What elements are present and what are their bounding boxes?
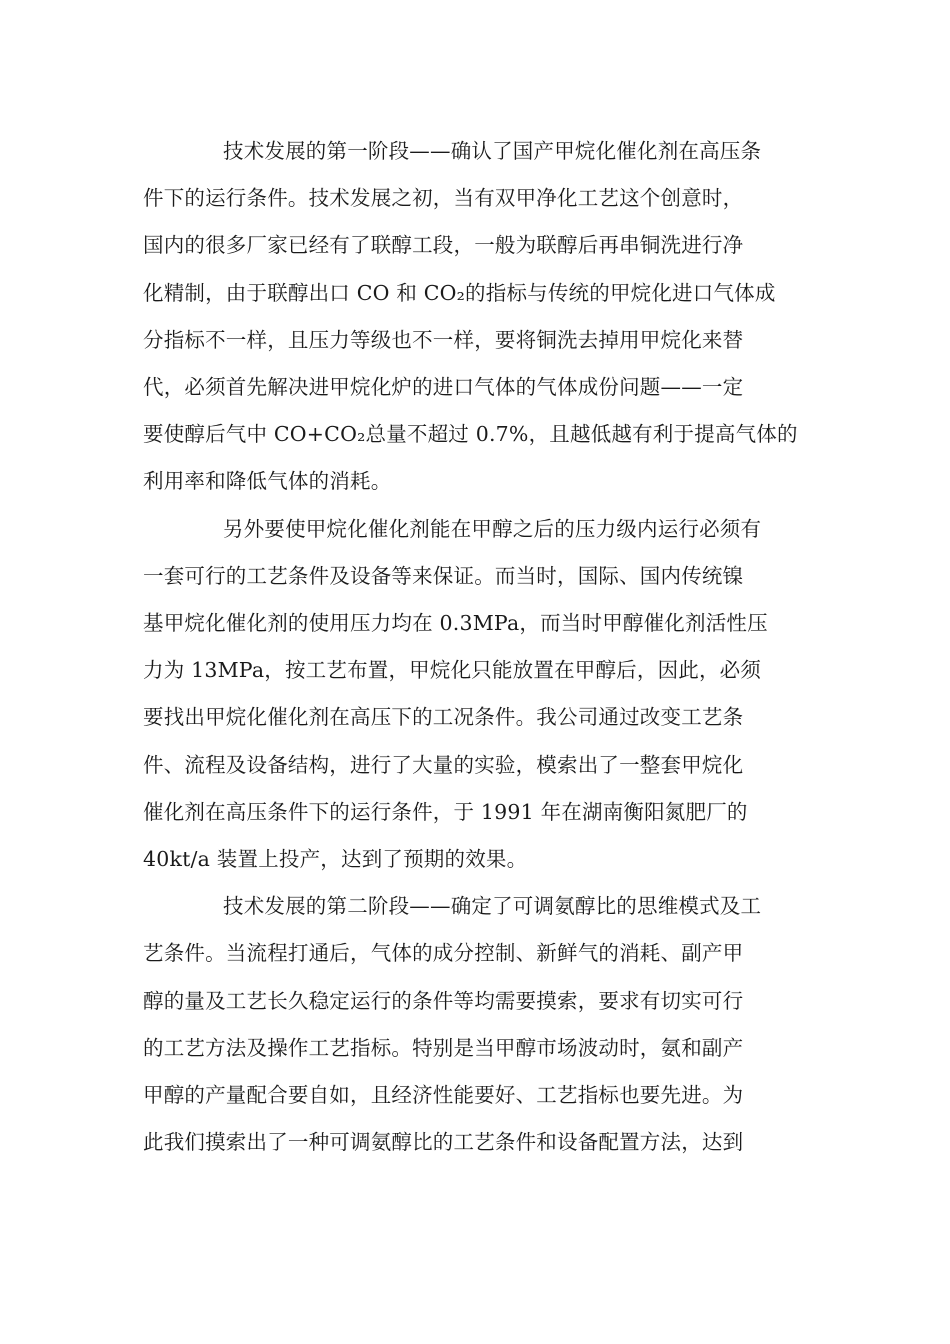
- text-line: 要使醇后气中 CO+CO₂总量不超过 0.7%，且越低越有利于提高气体的: [143, 422, 798, 447]
- text-line: 要找出甲烷化催化剂在高压下的工况条件。我公司通过改变工艺条: [143, 705, 744, 730]
- paragraph-3: [143, 883, 803, 1166]
- text-line: 技术发展的第二阶段——确定了可调氨醇比的思维模式及工: [223, 894, 762, 919]
- text-line: 一套可行的工艺条件及设备等来保证。而当时，国际、国内传统镍: [143, 563, 744, 588]
- text-line: 催化剂在高压条件下的运行条件，于 1991 年在湖南衡阳氮肥厂的: [143, 799, 748, 824]
- text-line: 的工艺方法及操作工艺指标。特别是当甲醇市场波动时，氨和副产: [143, 1035, 744, 1060]
- paragraph-2: [143, 506, 803, 884]
- text-line: 件、流程及设备结构，进行了大量的实验，模索出了一整套甲烷化: [143, 752, 744, 777]
- text-line: 艺条件。当流程打通后，气体的成分控制、新鲜气的消耗、副产甲: [143, 941, 744, 966]
- text-line: 国内的很多厂家已经有了联醇工段，一般为联醇后再串铜洗进行净: [143, 233, 744, 258]
- document-body: [143, 128, 803, 1166]
- text-line: 代，必须首先解决进甲烷化炉的进口气体的气体成份问题——一定: [143, 375, 744, 400]
- text-line: 件下的运行条件。技术发展之初，当有双甲净化工艺这个创意时，: [143, 186, 744, 211]
- text-line: 化精制，由于联醇出口 CO 和 CO₂的指标与传统的甲烷化进口气体成: [143, 280, 776, 305]
- text-line: 利用率和降低气体的消耗。: [143, 469, 392, 494]
- text-line: 甲醇的产量配合要自如，且经济性能要好、工艺指标也要先进。为: [143, 1083, 744, 1108]
- text-line: 此我们摸索出了一种可调氨醇比的工艺条件和设备配置方法，达到: [143, 1130, 744, 1155]
- text-line: 醇的量及工艺长久稳定运行的条件等均需要摸索，要求有切实可行: [143, 988, 744, 1013]
- text-line: 40kt/a 装置上投产，达到了预期的效果。: [143, 847, 528, 872]
- text-line: 技术发展的第一阶段——确认了国产甲烷化催化剂在高压条: [223, 139, 762, 163]
- text-line: 分指标不一样，且压力等级也不一样，要将铜洗去掉用甲烷化来替: [143, 327, 744, 352]
- paragraph-1: [143, 128, 803, 506]
- text-line: 基甲烷化催化剂的使用压力均在 0.3MPa，而当时甲醇催化剂活性压: [143, 611, 768, 636]
- text-line: 力为 13MPa，按工艺布置，甲烷化只能放置在甲醇后，因此，必须: [143, 658, 762, 683]
- text-line: 另外要使甲烷化催化剂能在甲醇之后的压力级内运行必须有: [223, 516, 762, 541]
